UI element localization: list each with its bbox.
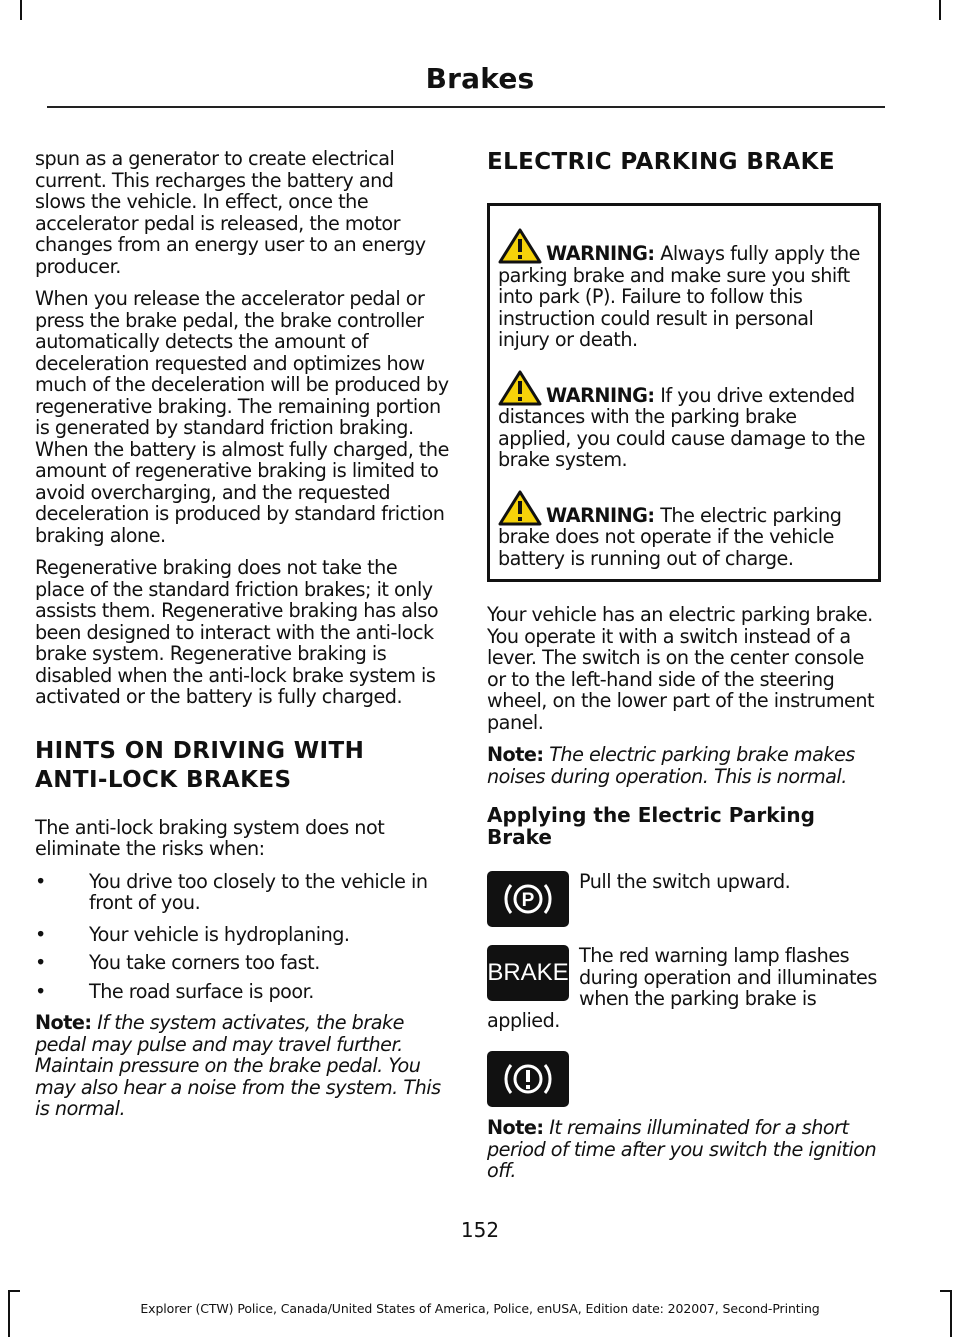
page-title: Brakes <box>425 62 535 95</box>
crop-mark-top-right <box>939 0 941 20</box>
warning-item <box>498 490 870 570</box>
lamp-2-text: The red warning lamp flashes during operation and illuminates when the parking brake is applied. <box>487 944 877 1032</box>
list-item-text: Your vehicle is hydroplaning. <box>89 922 350 946</box>
left-column <box>35 148 449 1131</box>
warning-triangle-icon <box>498 370 542 406</box>
epb-description: Your vehicle has an electric parking brake. You operate it with a switch instead of a lever. The switch is on the center console or to the left-hand side of the steering wheel, on the lower part of the instrument panel. <box>487 603 875 734</box>
regen-paragraph-1: spun as a generator to create electrical current. This recharges the battery and slows the vehicle. In effect, once the accelerator pedal is released, the motor changes from an energy user to an energy producer. <box>35 147 426 278</box>
bullet-glyph: • <box>35 979 46 1003</box>
list-item <box>35 981 449 1003</box>
list-item <box>35 952 449 974</box>
list-item-text: The road surface is poor. <box>89 979 314 1003</box>
note-label: Note: <box>487 743 544 766</box>
abs-note <box>35 1012 449 1120</box>
svg-text:P: P <box>521 890 535 911</box>
apply-epb-subheading: Applying the Electric Parking Brake <box>487 803 815 849</box>
warning-label: WARNING: <box>546 503 655 527</box>
warning-text: The electric parking brake does not operate if the vehicle battery is running out of charge. <box>498 503 842 570</box>
abs-intro: The anti-lock braking system does not eliminate the risks when: <box>35 815 385 860</box>
abs-hints-heading <box>35 737 449 795</box>
page-number: 152 <box>460 1218 500 1242</box>
list-item <box>35 924 449 946</box>
edition-info: Explorer (CTW) Police, Canada/United States of America, Police, enUSA, Edition date: 202007, Second-Printing <box>140 1301 820 1316</box>
abs-risk-list <box>35 871 449 1003</box>
regen-paragraph-2: When you release the accelerator pedal or press the brake pedal, the brake controller automatically detects the amount of deceleration requested and optimizes how much of the deceleration will be produced by regenerative braking. The remaining portion is generated by standard friction braking. When the battery is almost fully charged, the amount of regenerative braking is limited to avoid overcharging, and the requested deceleration is produced by standard friction braking alone. <box>35 287 449 547</box>
brake-warning-lamp-icon <box>487 945 569 1001</box>
bullet-glyph: • <box>35 922 46 946</box>
crop-mark-bottom-right-h <box>940 1290 952 1292</box>
warning-text: If you drive extended distances with the parking brake applied, you could cause damage to the brake system. <box>498 383 866 471</box>
warning-item <box>498 228 870 351</box>
crop-mark-top-left <box>20 0 22 20</box>
note-label: Note: <box>35 1011 92 1034</box>
right-column <box>487 148 879 1193</box>
warning-triangle-icon <box>498 490 542 526</box>
parking-brake-symbol <box>502 877 554 921</box>
brake-lamp-label: BRAKE <box>487 959 569 986</box>
warning-label: WARNING: <box>546 383 655 407</box>
note-text: The electric parking brake makes noises during operation. This is normal. <box>487 743 855 788</box>
warning-item <box>498 370 870 471</box>
warning-triangle-icon <box>498 228 542 264</box>
bullet-glyph: • <box>35 869 46 893</box>
parking-brake-lamp-icon <box>487 871 569 927</box>
warning-box <box>487 203 881 582</box>
list-item <box>35 871 449 914</box>
note-label: Note: <box>487 1116 544 1139</box>
bullet-glyph: • <box>35 951 46 974</box>
warning-label: WARNING: <box>546 242 655 265</box>
regen-paragraph-3: Regenerative braking does not take the place of the standard friction brakes; it only assists them. Regenerative braking has also been designed to interact with the anti-lock brake system. Regenerative braking is disabled when the anti-lock brake system is activated or the battery is fully charged. <box>35 556 439 708</box>
list-item-text: You drive too closely to the vehicle in front of you. <box>89 869 428 914</box>
lamp-row-brake <box>487 943 879 1031</box>
brake-exclamation-lamp-icon <box>487 1051 569 1107</box>
note-text: If the system activates, the brake pedal may pulse and may travel further. Maintain pressure on the brake pedal. You may also hear a noise from the system. This is normal. <box>35 1011 441 1120</box>
exclamation-brake-symbol <box>502 1057 554 1101</box>
lamp-note <box>487 1117 879 1182</box>
abs-heading-line-2: ANTI-LOCK BRAKES <box>35 766 292 793</box>
lamp-row-parking <box>487 869 879 933</box>
epb-heading: ELECTRIC PARKING BRAKE <box>487 149 835 175</box>
lamp-1-text: Pull the switch upward. <box>579 870 791 893</box>
note-text: It remains illuminated for a short period of time after you switch the ignition off. <box>487 1116 877 1182</box>
list-item-text: You take corners too fast. <box>89 951 320 974</box>
abs-heading-line-1: HINTS ON DRIVING WITH <box>35 737 365 764</box>
warning-text: Always fully apply the parking brake and make sure you shift into park (P). Failure to follow this instruction could result in personal injury or death. <box>498 242 860 351</box>
epb-note <box>487 744 879 787</box>
header-divider <box>47 106 885 108</box>
crop-mark-bottom-left-h <box>8 1290 20 1292</box>
